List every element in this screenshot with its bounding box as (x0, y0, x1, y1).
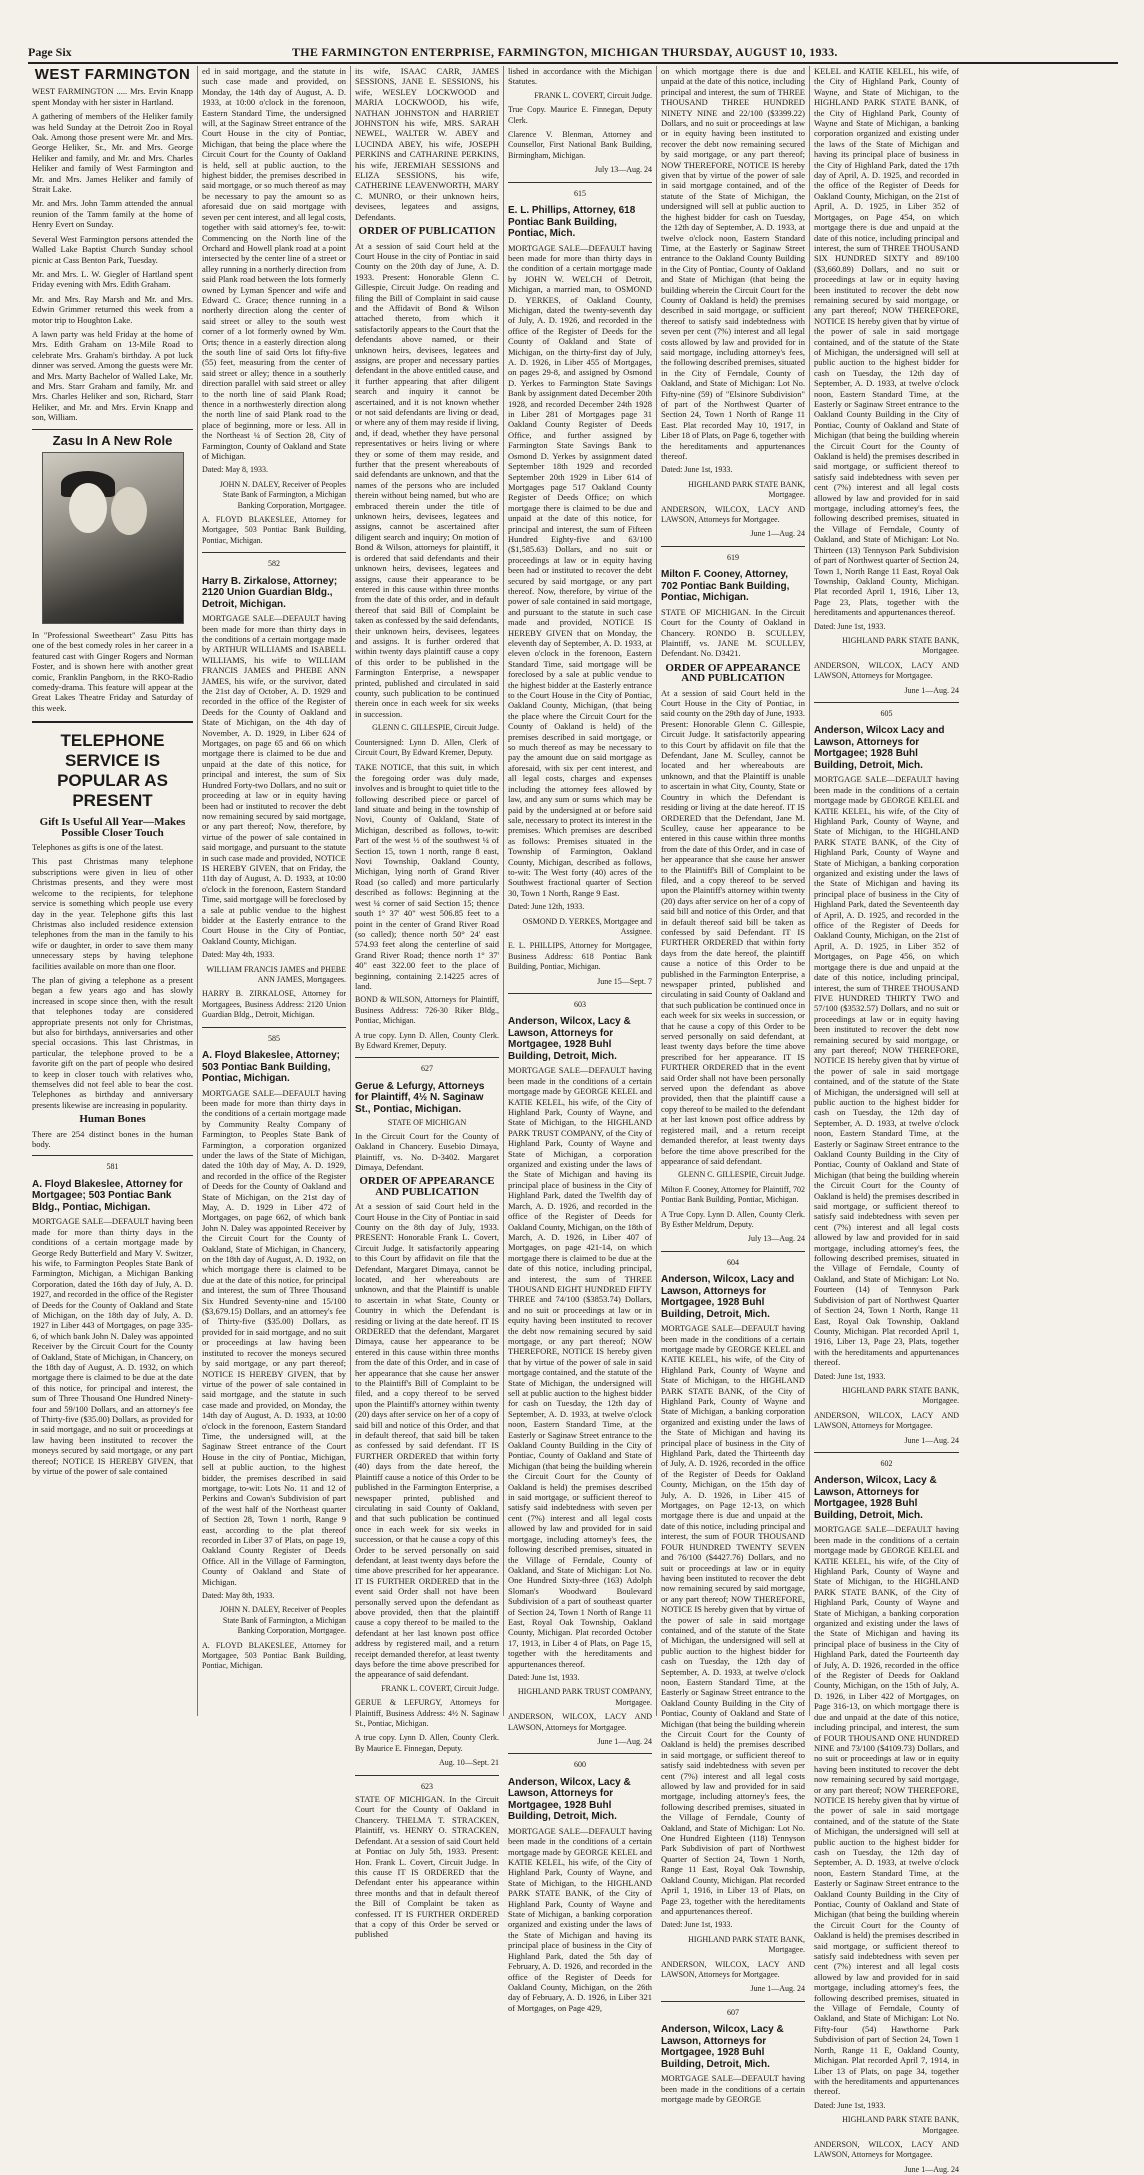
news-paragraph: Several West Farmington persons attended the Walled Lake Baptist Church Sunday school picnic at Cass Benton Park, Tuesday. (32, 233, 193, 265)
notice-signature: HIGHLAND PARK STATE BANK, Mortgagee. (842, 635, 959, 656)
notice-text: MORTGAGE SALE—DEFAULT having been made in the conditions of a certain mortgage made by GEORGE KELEL and KATIE KELEL, his wife, of the City of Highland Park, County of Wayne, and State of Michigan, to the HIGHLAND PARK TRUST COMPANY, of the City of Highland Park, County of Wayne and State of Michigan, a corporation organized and existing under the laws of the State of Michigan and having its principal place of business in the City of Highland Park, dated the Twelfth day of March, A. D. 1926, and recorded in the office of the Register of Deeds for Oakland County, Michigan, on the 18th of March, A. D. 1926, in Liber 407 of Mortgages, on page 421-14, on which mortgage there is claimed to be due at the date of this notice, including principal, and interest, the sum of THREE THOUSAND EIGHT HUNDRED FIFTY THREE and 74/100 ($3853.74) Dollars, and no suit or proceedings at law or in equity having been instituted to recover the debt now remaining secured by said mortgage, or any part thereof; NOW THEREFORE, NOTICE IS hereby given that by virtue of the power of sale in said mortgage contained, and the statute of the State of Michigan, the undersigned will sell at public auction to the highest bidder for cash on Tuesday, the 12th day of September, A. D. 1933, at twelve o'clock noon, Eastern Standard Time, at the Easterly or Saginaw Street entrance to the Oakland County Building in the City of Pontiac, County of Oakland and State of Michigan (that being the building wherein the Circuit Court for the County of Oakland is held) the premises described in said mortgage, or sufficient thereof to satisfy said indebtedness with seven per cent (7%) interest and all legal costs allowed by law and provided for in said mortgage, including attorney's fees, the following described premises, situated in the Village of Ferndale, County of Oakland, and State of Michigan: Lot No. One Hundred Sixty-three (163) Adolph Sloman's Woodward Boulevard Subdivision of a part of southeast quarter of Section 24, Town 1 North of Range 11 East, Royal Oak Township, Oakland County, Michigan. Plat recorded October 17, 1913, in Liber 4 of Plats, on Page 15, together with the hereditaments and appurtenances thereof. (508, 1065, 652, 1669)
notice-attorney: Milton F. Cooney, Attorney for Plaintiff, 702 Pontiac Bank Building, Pontiac, Michigan. (661, 1184, 805, 1205)
feature-heading: Zasu In A New Role (52, 432, 173, 448)
notice-number: 602 (880, 1458, 893, 1468)
divider (508, 1753, 652, 1754)
run-dates: June 1—Aug. 24 (750, 529, 805, 539)
order-heading: ORDER OF APPEARANCE AND PUBLICATION (359, 1175, 495, 1198)
judge-signature: FRANK L. COVERT, Circuit Judge. (534, 90, 652, 100)
notice-attorney: E. L. PHILLIPS, Attorney for Mortgagee, Business Address: 618 Pontiac Bank Building, Pontiac, Michigan. (508, 941, 652, 972)
movie-still-photo (42, 452, 184, 624)
bones-text: There are 254 distinct bones in the human body. (32, 1128, 193, 1150)
notice-signature: HIGHLAND PARK TRUST COMPANY, Mortgagee. (517, 1687, 652, 1707)
notice-signature: WILLIAM FRANCIS JAMES and PHEBE ANN JAMES, Mortgagees. (206, 964, 346, 984)
notice-number: 582 (268, 559, 280, 569)
run-dates: July 13—Aug. 24 (594, 165, 652, 175)
notice-attorney: BOND & WILSON, Attorneys for Plaintiff, Business Address: 726-30 Riker Bldg., Pontiac, Michigan. (355, 995, 499, 1026)
page-columns (28, 66, 1118, 2174)
notice-attorney: ANDERSON, WILCOX, LACY AND LAWSON, Attorneys for Mortgagee. (661, 1959, 805, 1979)
page-number: Page Six (28, 45, 72, 59)
notice-text: MORTGAGE SALE—DEFAULT having been made in the conditions of a certain mortgage made by GEORGE KELEL and KATIE KELEL, his wife, of the City of Highland Park, County of Wayne and State of Michigan, to the HIGHLAND PARK STATE BANK, of the City of Highland Park, County of Wayne and State of Michigan, a banking corporation organized and existing under the laws of the State of Michigan and having its principal place of business in the City of Highland Park, dated the Fourteenth day of July, A. D. 1926, recorded in the office of the Register of Deeds for Oakland County, Michigan, on the 15th of July, A. D. 1926, in Liber 422 of Mortgages, on Page 316-13, on which mortgage there is due and unpaid at the date of this notice, including principal, and interest, the sum of FOUR THOUSAND ONE HUNDRED NINE and 73/100 ($4109.73) Dollars, and no suit or proceedings at law or in equity having been instituted to recover the debt now remaining secured by said mortgage, or any part thereof; NOW THEREFORE, NOTICE IS hereby given that by virtue of the power of sale in said mortgage contained, and of the statute of the State of Michigan, the undersigned will sell at public auction to the highest bidder for cash on Tuesday, the 12th day of September, A. D. 1933, at twelve o'clock noon, Eastern Standard Time, at the Easterly or Saginaw Street entrance to the Oakland County Building in the City of Pontiac, County of Oakland and State of Michigan (that being the building wherein the Circuit Court for the County of Oakland is held) the premises described in said mortgage, or sufficient thereof to satisfy said indebtedness with seven per cent (7%) interest and all legal costs allowed by law and provided for in said mortgage, including attorney's fees, the following described premises, situated in the Village of Ferndale, County of Oakland, and State of Michigan: Lot No. Fifty-four (54) Hawthorne Park Subdivision of part of Section 24, Town 1 North, Range 11 E, Oakland County, Michigan. Plat recorded April 7, 1914, in Liber 13 of Plats, on page 34, together with the hereditaments and appurtenances thereof. (814, 1524, 959, 2097)
notice-heading: Milton F. Cooney, Attorney, 702 Pontiac Bank Building, Pontiac, Michigan. (661, 569, 790, 604)
notice-text: its wife, ISAAC CARR, JAMES SESSIONS, JANE E. SESSIONS, his wife, WESLEY LOCKWOOD and MARIA LOCKWOOD, his wife, NATHAN JOHNSTON and HARRIET JOHNSTON his wife, MRS. SARAH NEWEL, WALTER W. ABEY and LUCINDA ABEY, his wife, JOSEPH PERKINS and CATHARINE PERKINS, his wife, JEREMIAH SESSIONS and ELIZA SESSIONS, his wife, CATHERINE LEAVENWORTH, MARY C. MUNRO, or their unknown heirs, devisees, legatees and assigns, Defendants. (355, 66, 499, 222)
notice-signature: OSMOND D. YERKES, Mortgagee and Assignee. (522, 916, 652, 936)
notice-attorney: A. FLOYD BLAKESLEE, Attorney for Mortgagee, 503 Pontiac Bank Building, Pontiac, Michigan. (202, 515, 346, 545)
notice-text: MORTGAGE SALE—DEFAULT having been made in the conditions of a certain mortgage made by GEORGE KELEL and KATIE KELEL, his wife, of the City of Highland Park, County of Wayne, and State of Michigan, to the HIGHLAND PARK STATE BANK, of the City of Highland Park, County of Wayne and State of Michigan, a banking corporation organized and existing under the laws of the State of Michigan and having its principal place of business in the City of Highland Park, dated the 5th day of February, A. D. 1926, and recorded in the office of the Register of Deeds for Oakland County, Michigan, on the 26th day of February, A. D. 1926, in Liber 321 of Mortgages, on Page 429, (508, 1825, 652, 2013)
run-dates: June 1—Aug. 24 (597, 1737, 652, 1746)
notice-attorney: ANDERSON, WILCOX, LACY AND LAWSON, Attorneys for Mortgagee. (814, 660, 959, 681)
notice-heading: Harry B. Zirkalose, Attorney; 2120 Union Guardian Bldg., Detroit, Michigan. (202, 575, 338, 610)
news-paragraph: Mr. and Mrs. John Tamm attended the annual reunion of the Tamm family at the home of Henry Evert on Sunday. (32, 198, 193, 230)
countersigned: Countersigned: Lynn D. Allen, Clerk of Circuit Court, By Edward Kremer, Deputy. (355, 737, 499, 757)
notice-heading: Anderson, Wilcox Lacy and Lawson, Attorneys for Mortgagee; 1928 Buhl Building, Detroit, Mich. (814, 725, 945, 771)
notice-text: TAKE NOTICE, that this suit, in which the foregoing order was duly made, involves and is brought to quiet title to the following described piece or parcel of land situate and being in the township of Novi, County of Oakland, State of Michigan, described as follows, to-wit: Part of the west ½ of the southwest ¼ of Section 15, town 1 north, range 8 east, Novi Township, Oakland County, Michigan, lying north of Grand River Road (so called) and more particularly described as follows: Beginning at the west ¼ corner of said Section 15; thence south 1° 37' 40" west 506.85 feet to a point in the center of Grand River Road (so called); thence north 50° 24' east 574.93 feet along the centerline of said Grand River Road; thence north 1° 37' 40" east 322.00 feet to the place of beginning, containing 2.14225 acres of land. (355, 762, 500, 991)
column-6 (810, 66, 963, 2174)
order-heading: ORDER OF PUBLICATION (358, 225, 496, 238)
state-heading: STATE OF MICHIGAN (387, 1118, 467, 1128)
divider (661, 546, 805, 547)
notice-attorney: ANDERSON, WILCOX, LACY AND LAWSON, Attorneys for Mortgagee. (508, 1712, 652, 1732)
news-paragraph: A gathering of members of the Heliker family was held Sunday at the Detroit Zoo in Royal Oak. Among those present were Mr. and Mrs. George Heliker, Sr., Mr. and Mrs. George Heliker and family, and Mr. and Mrs. Charles Heliker and family of West Farmington and Mr. and Mrs. James Heliker and family of Strait Lake. (32, 111, 193, 195)
notice-heading: Gerue & Lefurgy, Attorneys for Plaintiff, 4½ N. Saginaw St., Pontiac, Michigan. (355, 1080, 485, 1115)
column-4 (504, 66, 657, 2013)
notice-date: Dated: June 1st, 1933. (508, 1672, 580, 1682)
run-dates: June 1—Aug. 24 (750, 1984, 805, 1994)
notice-attorney: ANDERSON, WILCOX, LACY AND LAWSON, Attorneys for Mortgagee. (814, 2139, 959, 2160)
notice-date: Dated: May 8, 1933. (202, 465, 268, 475)
notice-text: STATE OF MICHIGAN. In the Circuit Court for the County of Oakland in Chancery. THELMA T. STRACKEN, Plaintiff, vs. HENRY O. STRACKEN, Defendant. At a session of said Court held at Pontiac on July 5th, 1933. Present: Hon. Frank L. Covert, Circuit Judge. In this cause IT IS ORDERED that the Defendant enter his appearance within three months and that in default thereof the Bill of Complaint be taken as confessed. IT IS FURTHER ORDERED that a copy of this Order be served or published (355, 1794, 499, 1940)
notice-attorney: ANDERSON, WILCOX, LACY AND LAWSON, Attorneys for Mortgagee. (661, 504, 805, 525)
divider (508, 182, 652, 183)
true-copy: A True Copy. Lynn D. Allen, County Clerk. By Esther Meldrum, Deputy. (661, 1209, 805, 1229)
divider (661, 1251, 805, 1252)
notice-attorney: Clarence V. Blenman, Attorney and Counsellor, First National Bank Building, Birmingham, Michigan. (508, 130, 652, 160)
notice-text: MORTGAGE SALE—DEFAULT having been made in the conditions of a certain mortgage made by GEORGE KELEL and KATIE KELEL, his wife, of the City of Highland Park, County of Wayne, and State of Michigan, to the HIGHLAND PARK STATE BANK, of the City of Highland Park, County of Wayne and State of Michigan, a banking corporation organized and existing under the laws of the State of Michigan and having its principal place of business in the City of Highland Park, dated the Seventeenth day of April, A. D. 1925, and recorded in the office of the Register of Deeds for Oakland County, Michigan, on the 21st of April, A. D. 1925, in Liber 352 of Mortgages, on Page 456, on which mortgage there is due and unpaid at the date of this notice, including principal, interest, the sum of THREE THOUSAND FIVE HUNDRED THIRTY TWO and 57/100 ($3532.57) Dollars, and no suit or proceedings at law or in equity having been instituted to recover the debt now remaining secured by said mortgage, or any part thereof; NOW THEREFORE, NOTICE IS hereby given that by virtue of the power of sale in said mortgage contained, and of the statute of the State of Michigan, the undersigned will sell at public auction to the highest bidder for cash on Tuesday, the 12th day of September, A. D. 1933, at twelve o'clock noon, Eastern Standard Time, at the Easterly or Saginaw Street entrance to the Oakland County Building in the City of Pontiac, County of Oakland and State of Michigan (that being the building wherein the Circuit Court for the County of Oakland is held) the premises described in said mortgage, or sufficient thereof to satisfy said indebtedness with seven per cent (7%) interest and all legal costs allowed by law and provided for in said mortgage, including attorney's fees, the following described premises, situated in the Village of Ferndale, County of Oakland, and State of Michigan: Lot No. Fourteen (14) of Tennyson Park Subdivision of part of Northwest Quarter of Section 24, Town 1 North, Range 11 East, Royal Oak Township, Oakland County, Michigan. Plat recorded April 1, 1916, Liber 13, Page 23, Plats, together with the hereditaments and appurtenances thereof. (814, 774, 959, 1368)
divider (202, 1027, 346, 1028)
notice-number: 585 (268, 1033, 280, 1043)
judge-signature: GLENN C. GILLESPIE, Circuit Judge. (678, 1170, 805, 1180)
notice-attorney: GERUE & LEFURGY, Attorneys for Plaintiff, Business Address: 4½ N. Saginaw St., Pontiac, Michigan. (355, 1698, 499, 1729)
notice-attorney: HARRY B. ZIRKALOSE, Attorney for Mortgagees, Business Address: 2120 Union Guardian Bldg., Detroit, Michigan. (202, 989, 346, 1020)
notice-text: lished in accordance with the Michigan Statutes. (508, 66, 652, 87)
judge-signature: GLENN C. GILLESPIE, Circuit Judge. (372, 723, 499, 733)
true-copy: True Copy. Maurice E. Finnegan, Deputy Clerk. (508, 105, 652, 125)
notice-number: 627 (421, 1064, 433, 1074)
notice-date: Dated: June 1st, 1933. (814, 621, 886, 631)
notice-heading: Anderson, Wilcox, Lacy & Lawson, Attorneys for Mortgagee, 1928 Buhl Building, Detroit, Mich. (661, 2024, 784, 2070)
masthead (28, 36, 1118, 64)
notice-text: In the Circuit Court for the County of Oakland in Chancery. Eusebio Dimaya, Plaintiff, vs. No. D-3402. Margaret Dimaya, Defendant. (355, 1130, 499, 1172)
divider (355, 1775, 499, 1776)
notice-heading: A. Floyd Blakeslee, Attorney for Mortgagee; 503 Pontiac Bank Bldg., Pontiac, Michigan. (32, 1178, 183, 1213)
notice-text: KELEL and KATIE KELEL, his wife, of the City of Highland Park, County of Wayne, and State of Michigan, to the HIGHLAND PARK STATE BANK, of the City of Highland Park, County of Wayne and State of Michigan, a banking corporation organized and existing under the laws of the State of Michigan and having its principal place of business in the City of Highland Park, dated the 17th day of April, A. D. 1925, and recorded in the office of the Register of Deeds for Oakland County, Michigan, on the 21st of April, A. D. 1925, in Liber 352 of Mortgages, on Page 454, on which mortgage there is due and unpaid at the date of this notice, including principal and interest, the sum of THREE THOUSAND SIX HUNDRED SIXTY and 89/100 ($3,660.89) Dollars, and no suit or proceedings at law or in equity having been instituted to recover the debt now remaining secured by said mortgage, or any part thereof; NOW THEREFORE, NOTICE IS hereby given that by virtue of the power of sale in said mortgage contained, and of the statute of the State of Michigan, the undersigned will sell at public auction to the highest bidder for cash on Tuesday, the 12th day of September, A. D. 1933, at twelve o'clock noon, Eastern Standard Time, at the Easterly or Saginaw Street entrance to the Oakland County Building in the City of Pontiac, County of Oakland and State of Michigan (that being the building wherein the Circuit Court for the County of Oakland is held) the premises described in said mortgage, or sufficient thereof to satisfy said indebtedness with seven per cent (7%) interest and all legal costs allowed by law and provided for in said mortgage, including attorney's fees, the following described premises, situated in the Village of Ferndale, County of Oakland, and State of Michigan: Lot No. Thirteen (13) Tennyson Park Subdivision of part of Northwest quarter of Section 24, Town 1, North Range 11 East, Royal Oak Township, Oakland County, Michigan. Plat recorded April 1, 1916, Liber 13, Page 23, Plats, together with the hereditaments and appurtenances thereof. (814, 66, 959, 618)
bones-heading: Human Bones (79, 1113, 146, 1126)
notice-signature: HIGHLAND PARK STATE BANK, Mortgagee. (688, 479, 805, 500)
notice-text: ed in said mortgage, and the statute in such case made and provided, on Monday, the 14th day of August, A. D. 1933, at 10:00 o'clock in the forenoon, Eastern Standard Time, the undersigned will, at the Saginaw Street entrance of the Court House in the city of Pontiac, Michigan, that being the place where the Circuit Court for the County of Oakland is held, sell at public auction, to the highest bidder, the premises described in said mortgage, or so much thereof as may be necessary to pay the amount so as aforesaid due on said mortgage with seven per cent interest, and all legal costs, together with said attorney's fee, to-wit: Commencing on the North line of the Orchard and Howell plank road at a point intersected by the center line of a street or alley running in a northerly direction from said Plank road between the lots formerly owned by Lyman Spencer and wife and Edward C. Grace; thence running in a northerly direction along the center of said street or alley to the south west corner of a lot formerly owned by Wm. Orts; thence in a easterly direction along the south line of said Orts lot fifty-five (55) feet, measuring from the center of said street or alley; thence in a southerly direction parallel with said street or alley to the north line of said Plank Road; thence in a northwesterly direction along the north line of said Plank road to the place of beginning, more or less. All in the Northeast ¼ of Section 28, City of Farmington, County of Oakland and State of Michigan. (202, 66, 346, 462)
notice-attorney: ANDERSON, WILCOX, LACY AND LAWSON, Attorneys for Mortgagee. (814, 1410, 959, 1431)
ad-paragraph: Telephones as gifts is one of the latest. (32, 842, 164, 853)
ad-paragraph: The plan of giving a telephone as a present began a few years ago and has slowly increased in scope since then, with the result that telephones today are considered appropriate presents not only for Christmas, but also for birthdays, anniversaries and other special occasions. This last Christmas, in particular, the telephone proved to be a favorite gift on the part of people who desired to keep in closer touch with relatives who, themselves did not feel able to bear the cost. Telephones as birthday and anniversary presents likewise are increasing in popularity. (32, 974, 193, 1110)
notice-signature: HIGHLAND PARK STATE BANK, Mortgagee. (842, 1385, 959, 1406)
run-dates: June 1—Aug. 24 (904, 2164, 959, 2174)
notice-text: MORTGAGE SALE—DEFAULT having been made for more than thirty days in the condition of a certain mortgage made by JOHN W. WELCH of Detroit, Michigan, a married man, to OSMOND D. YERKES, of Oakland County, Michigan, dated the twenty-seventh day of July, A. D. 1926, and recorded in the office of the Register of Deeds for the County of Oakland and State of Michigan, on the thirty-first day of July, A. D. 1926, in Liber 455 of Mortgages, on pages 29-8, and assigned by Osmond D. Yerkes to Farmington State Savings Bank by assignment dated December 20th 1928, and recorded December 24th 1928 in Liber 281 of Mortgages page 31 Oakland County Register of Deeds Office, and further assigned by Farmington State Savings Bank to Osmond D. Yerkes by assignment dated September 18th 1929 and recorded September 20th 1929 in Liber 614 of Mortgages page 517 Oakland County Register of Deeds Office; on which mortgage there is claimed to be due and unpaid at the date of this notice, for principal and interest, the sum of Fifteen Hundred Eighty-five and 63/100 ($1,585.63) Dollars, and no suit or proceedings at law or in equity having been had or instituted to recover the debt secured by said mortgage, or any part thereof. Now, therefore, by virtue of the power of sale contained in said mortgage, and pursuant to the statute in such case made and provided, NOTICE IS HEREBY GIVEN that on Monday, the eleventh day of September, A. D. 1933, at eleven o'clock in the forenoon, Eastern Standard Time, said mortgage will be foreclosed by a sale at public vendue to the highest bidder at the Easterly entrance to the Court House in the City of Pontiac, Oakland County, Michigan, (that being the place where the Circuit Court for the County of Oakland is held) of the premises described in said mortgage, or so much thereof as may be necessary to pay the amount due on said mortgage as aforesaid, with six per cent interest, and all legal costs, charges and expenses including the attorney fees allowed by law, and any sum or sums which may be paid by the undersigned at or before said sale, necessary to protect its interest in the premises. Which premises are described as follows: Premises situated in the Township of Farmington, Oakland County, Michigan, described as follows, to-wit: The West forty (40) acres of the Southwest fractional quarter of Section 30, Town 1 North, Range 9 East. (508, 242, 652, 898)
notice-date: Dated: May 8th, 1933. (202, 1591, 275, 1601)
notice-text: At a session of said Court held at the Court House in the city of Pontiac in said County on the 20th day of June, A. D. 1933. Present: Honorable Glenn C. Gillespie, Circuit Judge. On reading and filing the Bill of Complaint in said cause and the Affidavit of Bond & Wilson attached thereto, from which it satisfactorily appears to the Court that the defendants above named, or their unknown heirs, devisees, legatees and assigns, are proper and necessary parties defendant in the above entitled cause, and it further appearing that after diligent search and inquiry it cannot be ascertained, and it is not known whether or not said defendants are living or dead, or where any of them may reside if living, and, if dead, whether they have personal representatives or heirs living or where they or some of them may reside, and further that the present whereabouts of said defendants are unknown, and that the names of the persons who are included therein without being named, but who are embraced therein under the title of unknown heirs, devisees, legatees and assigns, cannot be ascertained after diligent search and inquiry; On motion of Bond & Wilson, attorneys for plaintiff, it is ordered that said defendants and their unknown heirs, devisees, legatees and assigns, cause their appearance to be entered in this cause within three months from the date of this order, and in default thereof that said Bill of Complaint be taken as confessed by the said defendants, their unknown heirs, devisees, legatees and assigns. It is further ordered that within twenty days plaintiff cause a copy of this order to be published in the Farmington Enterprise, a newspaper printed, published and circulated in said county, such publication to be continued therein once in each week for six weeks in succession. (355, 240, 499, 719)
divider (814, 1452, 959, 1453)
divider (661, 2001, 805, 2002)
true-copy: A true copy. Lynn D. Allen, County Clerk. By Edward Kremer, Deputy. (355, 1030, 499, 1050)
notice-text: MORTGAGE SALE—DEFAULT having been made for more than thirty days in the conditions of a certain mortgage made by ARTHUR WILLIAMS and ISABELL WILLIAMS, his wife to WILLIAM FRANCIS JAMES and PHEBE ANN JAMES, his wife, or the survivor, dated the 21st day of October, A. D. 1929 and recorded in the office of the Register of Deeds for the County of Oakland and State of Michigan, on the 4th day of November, A. D. 1929, in Liber 624 of Mortgages, on page 65 and 66 on which mortgage there is claimed to be due and unpaid at the date of this notice, for principal and interest, the sum of Six Hundred Forty-two Dollars, and no suit or proceeding at law or in equity having been had or instituted to recover the debt now remaining secured by said mortgage, or any part thereof; Now, therefore, by virtue of the power of sale contained in said mortgage, and pursuant to the statute in such case made and provided, NOTICE IS HEREBY GIVEN, that on Friday, the 11th day of August, A. D. 1933, at 10:00 o'clock in the forenoon, Eastern Standard Time, said mortgage will be foreclosed by a sale at public vendue to the highest bidder at the Easterly entrance to the Court House in the City of Pontiac, Oakland County, Michigan. (202, 613, 346, 946)
run-dates: June 1—Aug. 24 (904, 1435, 959, 1445)
notice-date: Dated: June 1st, 1933. (814, 1371, 886, 1381)
notice-signature: JOHN N. DALEY, Receiver of Peoples State Bank of Farmington, a Michigan Banking Corporation, Mortgagee. (219, 1605, 346, 1636)
run-dates: July 13—Aug. 24 (747, 1234, 805, 1244)
notice-heading: Anderson, Wilcox, Lacy & Lawson, Attorneys for Mortgagee, 1928 Buhl Building, Detroit, Mich. (814, 1475, 937, 1521)
news-paragraph: Mr. and Mrs. Ray Marsh and Mr. and Mrs. Edwin Grimmer returned this week from a motor trip to Houghton Lake. (32, 293, 193, 325)
notice-text: MORTGAGE SALE—DEFAULT having been made in the conditions of a certain mortgage made by GEORGE KELEL and KATIE KELEL, his wife, of the City of Highland Park, County of Wayne and State of Michigan, to the HIGHLAND PARK STATE BANK, of the City of Highland Park, County of Wayne and State of Michigan, a banking corporation organized and existing under the laws of the State of Michigan and having its principal place of business in the City of Highland Park, dated the Thirteenth day of July, A. D. 1926, recorded in the office of the Register of Deeds for Oakland County, Michigan, on the 15th day of July, A. D. 1926, in Liber 415 of Mortgages, on Page 12-13, on which mortgage there is due and unpaid at the date of this notice, including principal and interest, the sum of FOUR THOUSAND FOUR HUNDRED TWENTY SEVEN and 76/100 ($4427.76) Dollars, and no suit or proceedings at law or in equity having been instituted to recover the debt now remaining secured by said mortgage, or any part thereof; NOW THEREFORE, NOTICE IS hereby given that by virtue of the power of sale in said mortgage contained, and of the statute of the State of Michigan, the undersigned will sell at public auction to the highest bidder for cash on Tuesday, the 12th day of September, A. D. 1933, at twelve o'clock noon, Eastern Standard Time, at the Easterly or Saginaw Street entrance to the Oakland County Building in the City of Pontiac, County of Oakland and State of Michigan (that being the building wherein the Circuit Court for the County of Oakland is held) the premises described in said mortgage, or sufficient thereof to satisfy said indebtedness with seven per cent (7%) interest and all legal costs allowed by law and provided for in said mortgage, including attorney's fees, the following described premises, situated in the Village of Ferndale, County of Oakland, and State of Michigan: Lot No. One Hundred Eighteen (118) Tennyson Park Subdivision of part of Northwest Quarter of Section 24, Town 1 North, Range 11 East, Royal Oak Township, Oakland County, Michigan. Plat recorded April 1, 1916, in Liber 13 of Plats, on Page 23, together with the hereditaments and appurtenances thereof. (661, 1323, 805, 1916)
notice-attorney: A. FLOYD BLAKESLEE, Attorney for Mortgagee, 503 Pontiac Bank Building, Pontiac, Michigan. (202, 1640, 346, 1671)
column-5 (657, 66, 810, 2104)
notice-signature: JOHN N. DALEY, Receiver of Peoples State Bank of Farmington, a Michigan Banking Corporation, Mortgagee. (219, 479, 346, 510)
notice-heading: Anderson, Wilcox, Lacy & Lawson, Attorneys for Mortgagee, 1928 Buhl Building, Detroit, Mich. (508, 1016, 631, 1062)
divider (814, 702, 959, 703)
column-3 (351, 66, 504, 1940)
run-dates: Aug. 10—Sept. 21 (439, 1758, 499, 1768)
notice-number: 605 (880, 708, 893, 718)
notice-number: 600 (574, 1760, 586, 1770)
notice-number: 581 (106, 1162, 119, 1172)
news-paragraph: WEST FARMINGTON ..... Mrs. Ervin Knapp spent Monday with her sister in Hartland. (32, 86, 193, 107)
notice-date: Dated: June 1st, 1933. (814, 2100, 886, 2110)
notice-text: MORTGAGE SALE—DEFAULT having been made in the conditions of a certain mortgage made by GEORGE (661, 2073, 805, 2104)
order-heading: ORDER OF APPEARANCE AND PUBLICATION (665, 661, 801, 685)
notice-number: 623 (421, 1781, 433, 1791)
notice-text: MORTGAGE SALE—DEFAULT having been made for more than thirty days in the conditions of a certain mortgage made by Community Realty Company of Farmington, to Peoples State Bank of Farmington, a corporation organized under the laws of the State of Michigan, dated the 10th day of May, A. D. 1929, and recorded in the office of the Register of Deeds for the County of Oakland and State of Michigan, on the 21st day of May, A. D. 1929 in Liber 472 of Mortgages, on page 662, of which bank John N. Daley was appointed Receiver by the Circuit Court for the County of Oakland, State of Michigan, in Chancery, on the 18th day of August, A. D. 1932, on which mortgage there is claimed to be due at the date of this notice, for principal and interest, the sum of Three Thousand Six Hundred Seventy-nine and 15/100 ($3,679.15) Dollars, and an attorney's fee of Thirty-five ($35.00) Dollars, as provided for in said mortgage, and no suit or proceedings at law having been instituted to recover the moneys secured by said mortgage, or any part thereof; NOTICE IS HEREBY GIVEN, that by virtue of the power of sale contained in said mortgage, and the statute in such case made and provided, on Monday, the 14th day of August, A. D. 1933, at 10:00 o'clock in the forenoon, Eastern Standard Time, the undersigned will, at the Saginaw Street entrance of the Court House in the city of Pontiac, Michigan, sell at public auction, to the highest bidder, the premises described in said mortgage, to-wit: Lots No. 11 and 12 of Perkins and Cowan's Subdivision of part of the west half of the Northeast quarter of Section 28, Town 1 north, Range 9 east, according to the plat thereof recorded in Liber 37 of Plats, on page 19, Oakland County Register of Deeds Office. All in the Village of Farmington, County of Oakland and State of Michigan. (202, 1087, 346, 1587)
photo-face-shape (111, 487, 147, 535)
notice-date: Dated: June 1st, 1933. (661, 465, 733, 475)
run-dates: June 15—Sept. 7 (597, 976, 652, 986)
notice-number: 619 (727, 552, 739, 562)
notice-heading: Anderson, Wilcox, Lacy and Lawson, Attorneys for Mortgagee, 1928 Buhl Building, Detroit, Mich. (661, 1274, 795, 1320)
notice-number: 603 (574, 1000, 586, 1009)
divider (32, 429, 193, 430)
notice-text: At a session of said Court held in the Court House in the City of Pontiac, in said county on the 29th day of June, 1933. Present: Honorable Glenn C. Gillespie, Circuit Judge. It satisfactorily appearing to this Court by affidavit on file that the Defendant, Jane M. Sculley, cannot be located and her whereabouts are unknown, and that the Plaintiff is unable to ascertain in what City, County, State or Country in which the Defendant is residing or living at the date hereof. IT IS ORDERED that the Defendant, Jane M. Sculley, cause her appearance to be entered in this cause within three months from the date of this Order, and in case of her appearance that she cause her answer to the Plaintiff's Bill of Complaint to be filed, and a copy thereof to be served upon the Plaintiff's attorney within twenty (20) days after service on her of a copy of said bill and notice of this Order, and that in default thereof said bill be taken as confessed by said Defendant. IT IS FURTHER ORDERED that within forty days from the date hereof, the plaintiff cause a notice of this Order to be published in the Farmington Enterprise, a newspaper printed, published and circulating in said County of Oakland and that such publication be continued once in each week for six weeks in succession, or that he cause a copy of this Order to be served personally on said defendant, at least twenty days before the time above prescribed for her appearance. IT IS FURTHER ORDERED that in the event said Order shall not have been personally served upon the defendant as above provided, then that the plaintiff cause a copy thereof to be mailed to the defendant at her last known post office address by registered mail, and a return receipt demanded therefor, at least twenty days before the time above prescribed for the appearance of said defendant. (661, 687, 806, 1166)
judge-signature: FRANK L. COVERT, Circuit Judge. (381, 1683, 499, 1693)
notice-number: 604 (727, 1257, 739, 1267)
divider (202, 552, 346, 553)
divider (355, 1057, 499, 1058)
notice-date: Dated: June 12th, 1933. (508, 902, 585, 912)
ad-paragraph: This past Christmas many telephone subscriptions were given in lieu of other Christmas presents, and they were most welcome to the recipients, for telephone service is something which people use every day in the year. Telephone gifts this last Christmas also included residence extension telephones from the man in the family to his wife or daughter, in order to save them many unnecessary steps by having telephone facilities available on more than one floor. (32, 856, 193, 971)
newspaper-title: THE FARMINGTON ENTERPRISE, FARMINGTON, MICHIGAN THURSDAY, AUGUST 10, 1933. (291, 45, 838, 59)
notice-date: Dated: May 4th, 1933. (202, 950, 275, 960)
notice-text: on which mortgage there is due and unpaid at the date of this notice, including principal and interest, the sum of THREE THOUSAND THREE HUNDRED NINETY NINE and 22/100 ($3399.22) Dollars, and no suit or proceedings at law or in equity having been instituted to recover the debt now remaining secured by said mortgage, or any part thereof; NOW THEREFORE, NOTICE IS hereby given that by virtue of the power of sale in said mortgage contained, and of the statute of the State of Michigan, the undersigned will sell at public auction to the highest bidder for cash on Tuesday, the 12th day of September, A. D. 1933, at twelve o'clock noon, Eastern Standard Time, at the Easterly or Saginaw Street entrance to the Oakland County Building in the City of Pontiac, County of Oakland and State of Michigan (that being the building wherein the Circuit Court for the County of Oakland is held) the premises described in said mortgage, or sufficient thereof to satisfy said indebtedness with seven per cent (7%) interest and all legal costs allowed by law and provided for in said mortgage, including attorney's fees, the following described premises, situated in the City of Ferndale, County of Oakland, and State of Michigan: Lot No. Fifty-nine (59) of "Elsinore Subdivision" of part of the Northwest Quarter of Section 24, Town 1 North of Range 11 East. Plat recorded May 10, 1917, in Liber 18 of Plats, on Page 6, together with the hereditaments and appurtenances thereof. (661, 66, 806, 462)
notice-number: 607 (727, 2007, 739, 2017)
notice-heading: Anderson, Wilcox, Lacy & Lawson, Attorneys for Mortgagee, 1928 Buhl Building, Detroit, Mich. (508, 1776, 631, 1823)
notice-heading: A. Floyd Blakeslee, Attorney; 503 Pontiac Bank Building, Pontiac, Michigan. (202, 1050, 340, 1085)
notice-text: MORTGAGE SALE—DEFAULT having been made for more than thirty days in the conditions of a certain mortgage made by George Redy Butterfield and Mary V. Switzer, his wife, to Farmington Peoples State Bank of Farmington, Michigan, a Michigan Banking Corporation, dated the 16th day of July, A. D. 1927, and recorded in the office of the Register of Deeds for the County of Oakland and State of Michigan, on the 18th day of July, A. D. 1927 in Liber 443 of Mortgages, on page 335-6, of which bank John N. Daley was appointed Receiver by the Circuit Court for the County of Oakland, State of Michigan, in Chancery, on the 18th day of August, A. D. 1932, on which mortgage there is claimed to be due at the date of this notice, for principal and interest, the sum of Three Thousand One Hundred Ninety-four and 59/100 Dollars, and an attorney's fee of Thirty-five ($35.00) Dollars, as provided for in said mortgage, and no suit or proceedings at law having been instituted to recover the moneys secured by said mortgage, or any part thereof; NOTICE IS HEREBY GIVEN, that by virtue of the power of sale contained (32, 1216, 193, 1477)
photo-caption: In "Professional Sweetheart" Zasu Pitts has one of the best comedy roles in her career in a featured cast with Ginger Rogers and Norman Foster, and is shown here with another great comic, Franklin Pangborn, in the RKO-Radio comedy-drama. This feature will appear at the Great Lakes Theatre Friday and Saturday of this week. (32, 630, 193, 713)
telephone-ad-heading: TELEPHONE SERVICE IS POPULAR AS PRESENT (57, 731, 168, 811)
news-paragraph: Mr. and Mrs. L. W. Giegler of Hartland spent Friday evening with Mrs. Edith Graham. (32, 268, 193, 290)
true-copy: A true copy. Lynn D. Allen, County Clerk. By Maurice E. Finnegan, Deputy. (355, 1733, 499, 1753)
photo-face-shape (69, 483, 107, 533)
divider (32, 721, 193, 723)
notice-signature: HIGHLAND PARK STATE BANK, Mortgagee. (688, 1934, 805, 1955)
notice-heading: E. L. Phillips, Attorney, 618 Pontiac Bank Building, Pontiac, Mich. (508, 205, 636, 240)
notice-date: Dated: June 1st, 1933. (661, 1920, 733, 1930)
section-heading-west-farmington: WEST FARMINGTON (34, 66, 191, 83)
column-2 (198, 66, 351, 1716)
notice-signature: HIGHLAND PARK STATE BANK, Mortgagee. (842, 2115, 959, 2135)
news-paragraph: A lawn party was held Friday at the home of Mrs. Edith Graham on 13-Mile Road to celebrate Mrs. Graham's birthday. A pot luck dinner was served. Among the guests were Mr. and Mrs. Marty Bachelor of Walled Lake, Mr. and Mrs. Starr Graham and family, Mr. and Mrs. Charles Heliker and son, Richard, Starr Heliker, and Mr. and Mrs. Ervin Knapp and son, William. (32, 328, 193, 423)
column-1 (28, 66, 198, 1716)
telephone-ad-subheading: Gift Is Useful All Year—Makes Possible Closer Touch (39, 816, 186, 839)
notice-number: 615 (574, 188, 586, 198)
divider (32, 1155, 193, 1156)
notice-text: STATE OF MICHIGAN. In the Circuit Court for the County of Oakland in Chancery. RONDO B. SCULLEY, Plaintiff, vs. JANE M. SCULLEY, Defendant. No. D3421. (661, 606, 805, 659)
run-dates: June 1—Aug. 24 (904, 685, 959, 695)
notice-text: At a session of said Court held in the Court House in the City of Pontiac in said County on the 8th day of July, 1933. PRESENT: Honorable Frank L. Covert, Circuit Judge. It satisfactorily appearing to this Court by affidavit on file that the Defendant, Margaret Dimaya, cannot be located, and her whereabouts are unknown, and that the Plaintiff is unable to ascertain in what State, County or Country in which the Defendant is residing or living at the date hereof. IT IS ORDERED that the defendant, Margaret Dimaya, cause her appearance to be entered in this cause within three months from the date of this Order, and in case of her appearance that she cause her answer to the Plaintiff's Bill of Complaint to be filed, and a copy thereof to be served upon the Plaintiff's attorney within twenty (20) days after service on her of a copy of said bill and notice of this Order, and that in default thereof, that said bill be taken as confessed by said defendant. IT IS FURTHER ORDERED that within forty (40) days from the date hereof, the Plaintiff cause a notice of this Order to be published in the Farmington Enterprise, a newspaper printed, published and circulating in said County of Oakland, and that such publication be continued once in each week for six weeks in succession, or that he cause a copy of this Order to be served personally on said defendant, at least twenty days before the time above prescribed for her appearance. IT IS FURTHER ORDERED that in the event said Order shall not have been personally served upon the defendant as above provided, then that the plaintiff cause a copy thereof to be mailed to the defendant at her last known post office address by registered mail, and a return receipt demanded therefor, at least twenty days before the time above prescribed for the appearance of said defendant. (355, 1201, 499, 1680)
divider (508, 993, 652, 994)
